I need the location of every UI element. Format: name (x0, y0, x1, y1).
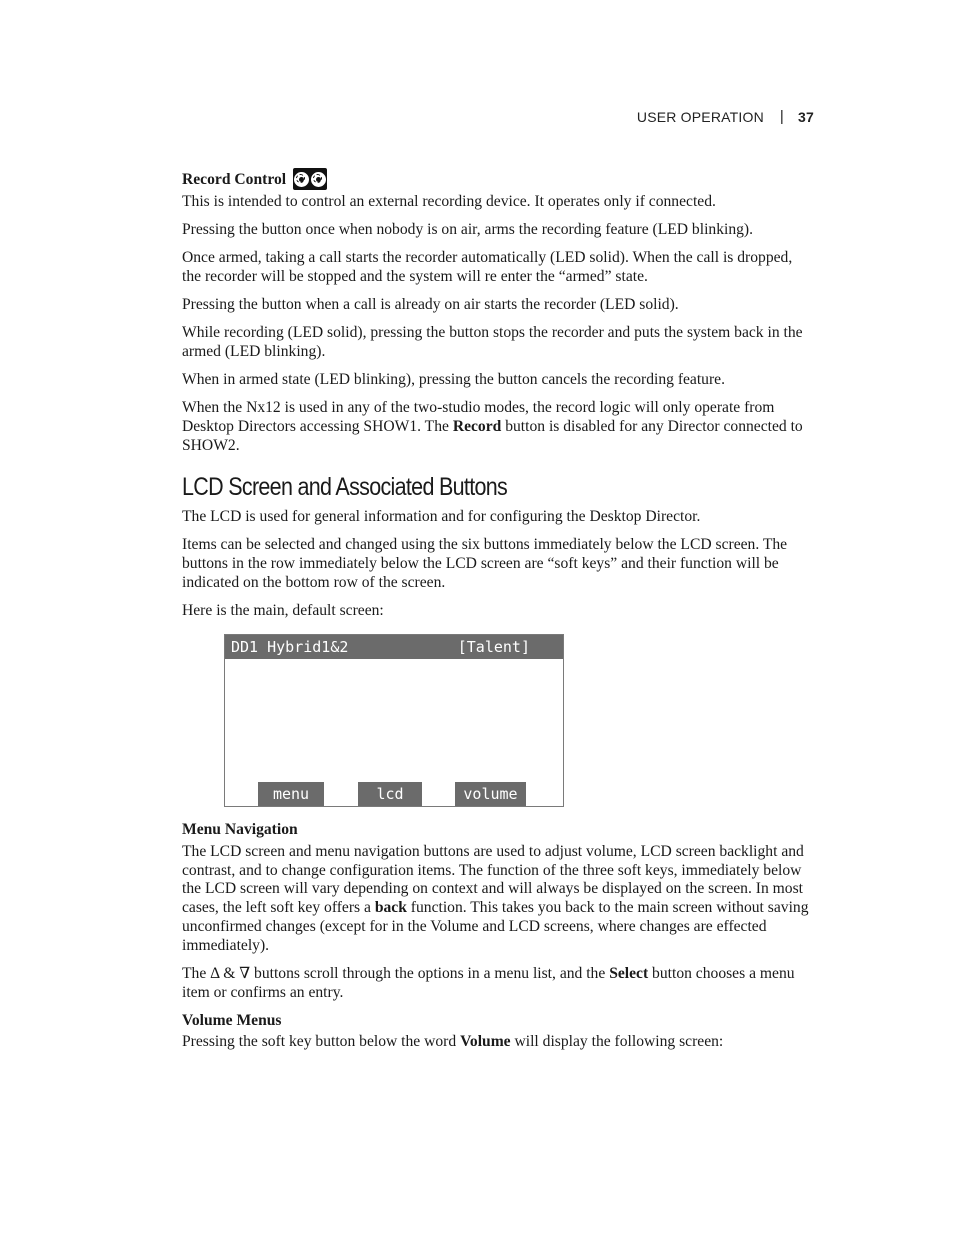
right-reel-icon (311, 172, 326, 187)
bold-term: Record (452, 417, 502, 435)
left-reel-icon (294, 172, 309, 187)
menu-paragraph-2 (182, 965, 814, 1003)
page-number: 37 (798, 108, 814, 125)
text-run: function. This takes you back to the main screen without saving unconfirmed changes (except for in the Volume and LCD screens, where changes are effected immediately). (182, 899, 809, 954)
text-run: The LCD screen and menu navigation buttons are used to adjust volume, LCD screen backlight and contrast, and to change configuration items. The function of the three soft keys, immediately below the LCD screen will vary depending on context and will always be displayed on the screen. In most cases, the left soft key offers a (182, 842, 804, 917)
section-title: USER OPERATION (636, 108, 764, 125)
softkey-volume: volume (455, 782, 526, 806)
volume-paragraph-1 (182, 1033, 814, 1052)
record-paragraph-7 (182, 399, 814, 455)
menu-paragraph-1 (182, 843, 814, 956)
page-content (182, 168, 814, 1062)
text-run: will display the following screen: (510, 1033, 724, 1051)
lcd-role-label: [Talent] (457, 637, 530, 656)
lcd-paragraph-1: The LCD is used for general information and for configuring the Desktop Director. (182, 508, 701, 526)
page-header (637, 108, 814, 125)
record-paragraph-2: Pressing the button once when nobody is on air, arms the recording feature (LED blinking). (182, 221, 754, 239)
record-control-title: Record Control (182, 171, 287, 189)
volume-menus-heading: Volume Menus (182, 1011, 282, 1029)
lcd-paragraph-3: Here is the main, default screen: (182, 602, 384, 620)
bold-term: Select (609, 964, 649, 982)
lcd-paragraph-2: Items can be selected and changed using the six buttons immediately below the LCD screen. The buttons in the row immediately below the LCD screen are “soft keys” and their function will be indicated on the bottom row of the screen. (182, 536, 788, 592)
record-paragraph-4: Pressing the button when a call is already on air starts the recorder (LED solid). (182, 296, 679, 314)
record-paragraph-3: Once armed, taking a call starts the recorder automatically (LED solid). When the call is dropped, the recorder will be stopped and the system will re enter the “armed” state. (182, 249, 793, 285)
text-run: Pressing the soft key button below the word (182, 1033, 461, 1051)
header-separator: | (779, 108, 785, 125)
lcd-screen-figure (224, 634, 564, 807)
tape-reels-icon (293, 168, 327, 190)
menu-navigation-heading: Menu Navigation (182, 820, 298, 838)
record-control-heading (182, 168, 814, 190)
bold-term: back (374, 899, 407, 917)
text-run: button is disabled for any Director connected to SHOW2. (182, 417, 803, 454)
record-paragraph-5: While recording (LED solid), pressing the button stops the recorder and puts the system back in the armed (LED blinking). (182, 324, 803, 360)
record-paragraph-6: When in armed state (LED blinking), pressing the button cancels the recording feature. (182, 371, 725, 389)
text-run: When the Nx12 is used in any of the two-studio modes, the record logic will only operate from Desktop Directors accessing SHOW1. The (182, 399, 775, 435)
lcd-status-bar (225, 635, 563, 659)
record-paragraph-1: This is intended to control an external recording device. It operates only if connected. (182, 193, 716, 210)
lcd-device-label: DD1 Hybrid1&2 (231, 637, 349, 656)
section-heading-lcd: LCD Screen and Associated Buttons (182, 472, 508, 501)
bold-term: Volume (460, 1033, 511, 1051)
softkey-lcd: lcd (358, 782, 422, 806)
softkey-menu: menu (258, 782, 324, 806)
text-run: button chooses a menu item or confirms an entry. (182, 964, 795, 1001)
text-run: The Δ & ∇ buttons scroll through the options in a menu list, and the (182, 964, 610, 982)
